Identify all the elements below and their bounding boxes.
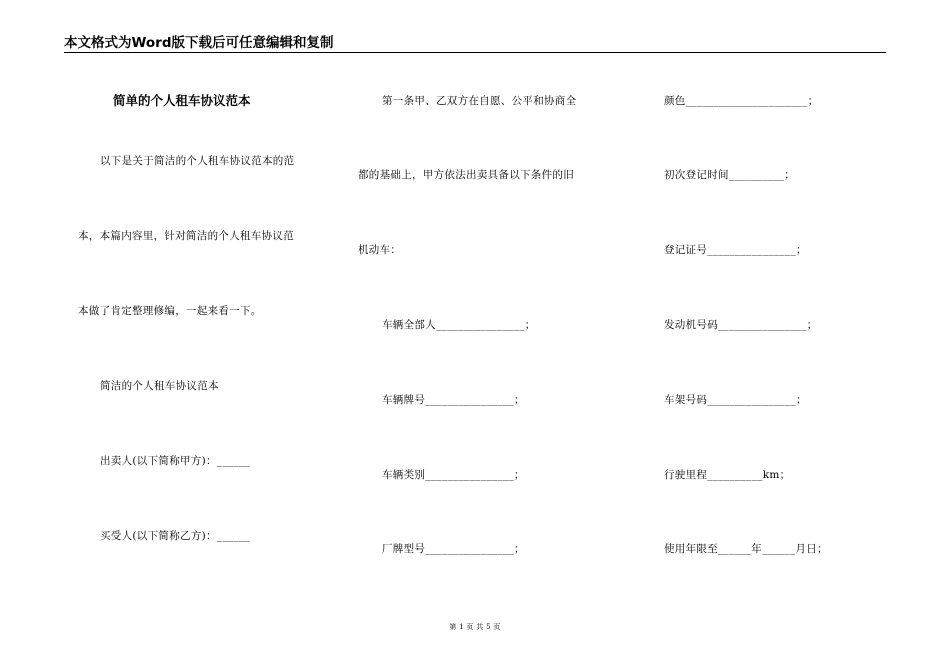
col2-line-1: 第一条甲、乙双方在自愿、公平和协商全	[382, 95, 577, 107]
col2-line-3: 机动车：	[358, 244, 402, 256]
mileage-field: 行驶里程__________km；	[664, 469, 791, 481]
col1-line-1: 以下是关于简洁的个人租车协议范本的范	[100, 155, 295, 167]
buyer-field: 买受人(以下简称乙方)：______	[100, 530, 251, 542]
col2-line-2: 都的基础上，甲方依法出卖具备以下条件的旧	[358, 169, 574, 181]
brand-model-field: 厂牌型号________________；	[382, 543, 525, 555]
document-header: 本文格式为Word版下载后可任意编辑和复制	[64, 35, 334, 51]
frame-number-field: 车架号码________________；	[664, 394, 807, 406]
seller-field: 出卖人(以下简称甲方)：______	[100, 455, 251, 467]
plate-number-field: 车辆牌号________________；	[382, 394, 525, 406]
service-life-field: 使用年限至______年______月日；	[664, 543, 828, 555]
first-registration-field: 初次登记时间__________；	[664, 169, 796, 181]
vehicle-owner-field: 车辆全部人________________；	[382, 319, 536, 331]
page-indicator: 第 1 页 共 5 页	[449, 623, 501, 631]
col1-line-2: 本，本篇内容里，针对简洁的个人租车协议范	[78, 230, 294, 242]
color-field: 颜色______________________；	[664, 95, 819, 107]
registration-number-field: 登记证号________________；	[664, 244, 807, 256]
vehicle-type-field: 车辆类别________________；	[382, 469, 525, 481]
col1-subtitle: 简洁的个人租车协议范本	[100, 380, 219, 392]
document-title: 简单的个人租车协议范本	[113, 93, 251, 108]
engine-number-field: 发动机号码________________；	[664, 319, 818, 331]
header-divider	[64, 52, 886, 53]
col1-line-3: 本做了肯定整理修编，一起来看一下。	[78, 305, 262, 317]
